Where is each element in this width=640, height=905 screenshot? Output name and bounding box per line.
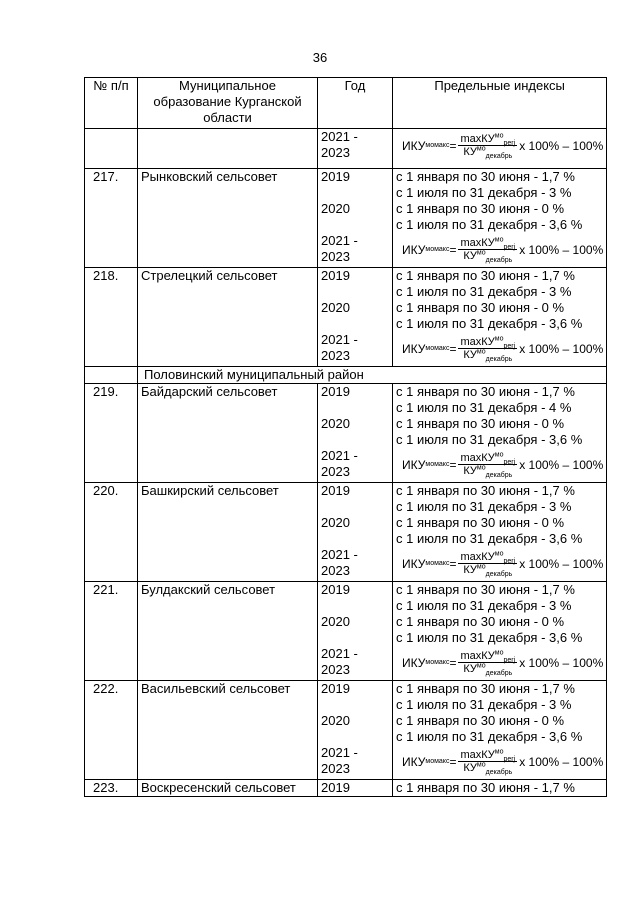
year-spacer <box>321 400 389 416</box>
formula-den: КУ <box>463 663 477 675</box>
header-num: № п/п <box>85 78 138 129</box>
formula-denominator <box>463 250 512 263</box>
index-line: с 1 июля по 31 декабря - 3 % <box>396 185 572 200</box>
row-num: 219. <box>85 384 138 483</box>
year-2023: 2023 <box>321 761 350 776</box>
formula-eq: = <box>449 557 457 571</box>
table-row <box>85 582 607 681</box>
formula-den-sub: декабрь <box>485 153 513 161</box>
row-name: Стрелецкий сельсовет <box>138 268 318 367</box>
formula-num-sub: perj <box>503 140 516 148</box>
row-indices <box>393 169 607 268</box>
year-2019: 2019 <box>321 681 350 696</box>
year-2019: 2019 <box>321 268 350 283</box>
year-2023: 2023 <box>321 464 350 479</box>
year-spacer <box>321 217 389 233</box>
row-name: Васильевский сельсовет <box>138 681 318 780</box>
year-2020: 2020 <box>321 300 350 315</box>
index-line: с 1 января по 30 июня - 0 % <box>396 300 565 315</box>
formula-den-sup: мо <box>476 761 486 769</box>
index-line: с 1 января по 30 июня - 0 % <box>396 614 565 629</box>
formula: ИКУ мо макс = $\frac{\max КУ^{мо}_{perj}}{КУ^{мо}_{декабрь}}$ x 100% – 100% <box>402 748 604 777</box>
row-name: Воскресенский сельсовет <box>138 780 318 797</box>
formula-tail: x 100% – 100% <box>519 755 604 769</box>
formula-eq: = <box>449 755 457 769</box>
year-spacer <box>321 697 389 713</box>
formula: ИКУ мо макс = $\frac{\max КУ^{мо}_{perj}}{КУ^{мо}_{декабрь}}$ x 100% – 100% <box>402 649 604 678</box>
formula: ИКУ мо макс = $\frac{\max КУ^{мо}_{perj}}{КУ^{мо}_{декабрь}}$ x 100% – 100% <box>402 550 604 579</box>
formula: ИКУ мо макс = $\frac{\max КУ^{мо}_{perj}}{КУ^{мо}_{декабрь}}$ x 100% – 100% <box>402 236 604 265</box>
index-line: с 1 июля по 31 декабря - 3,6 % <box>396 630 583 645</box>
index-line: с 1 января по 30 июня - 1,7 % <box>396 169 575 184</box>
row-name: Байдарский сельсовет <box>138 384 318 483</box>
row-num: 223. <box>85 780 138 797</box>
year-2021: 2021 - <box>321 332 358 347</box>
formula-denominator <box>463 465 512 478</box>
year-spacer <box>321 531 389 547</box>
formula-denominator <box>463 349 512 362</box>
formula-den-sub: декабрь <box>485 769 513 777</box>
formula-fraction <box>458 133 517 159</box>
formula: ИКУ мо макс = $\frac{\max КУ^{мо}_{perj}}{КУ^{мо}_{декабрь}}$ x 100% – 100% <box>402 132 604 161</box>
formula-num-sup: мо <box>494 335 504 343</box>
row-num <box>85 129 138 169</box>
formula-lhs: ИКУ <box>402 557 426 571</box>
formula-tail: x 100% – 100% <box>519 656 604 670</box>
formula-num-sub: perj <box>503 244 516 252</box>
index-line: с 1 июля по 31 декабря - 3,6 % <box>396 316 583 331</box>
row-num: 221. <box>85 582 138 681</box>
year-2020: 2020 <box>321 201 350 216</box>
row-years <box>318 582 393 681</box>
formula-den-sup: мо <box>476 464 486 472</box>
formula-numerator <box>458 237 517 250</box>
formula-den-sup: мо <box>476 145 486 153</box>
district-row <box>85 367 607 384</box>
limit-indices-table <box>84 77 607 797</box>
page-number: 36 <box>312 50 328 65</box>
formula-den: КУ <box>463 250 477 262</box>
row-indices <box>393 582 607 681</box>
formula-denominator <box>463 663 512 676</box>
formula-cell <box>393 129 607 169</box>
row-years <box>318 483 393 582</box>
formula-num-sub: perj <box>503 657 516 665</box>
formula-num: maxКУ <box>460 237 495 249</box>
formula-lhs: ИКУ <box>402 755 426 769</box>
year-2021: 2021 - <box>321 547 358 562</box>
year-2019: 2019 <box>321 169 350 184</box>
formula-den-sup: мо <box>476 348 486 356</box>
formula-fraction <box>458 452 517 478</box>
row-years: 2019 <box>318 780 393 797</box>
formula-num: maxКУ <box>460 650 495 662</box>
formula-den: КУ <box>463 146 477 158</box>
row-years <box>318 384 393 483</box>
table-row <box>85 681 607 780</box>
formula-num: maxКУ <box>460 336 495 348</box>
year-2019: 2019 <box>321 384 350 399</box>
table-row <box>85 483 607 582</box>
formula-numerator <box>458 336 517 349</box>
formula-fraction <box>458 336 517 362</box>
formula-num-sub: perj <box>503 459 516 467</box>
table-row <box>85 129 607 169</box>
formula-den: КУ <box>463 465 477 477</box>
formula-denominator <box>463 146 512 159</box>
index-line: с 1 января по 30 июня - 1,7 % <box>396 483 575 498</box>
formula-eq: = <box>449 458 457 472</box>
formula: ИКУ мо макс = $\frac{\max КУ^{мо}_{perj}}{КУ^{мо}_{декабрь}}$ x 100% – 100% <box>402 335 604 364</box>
row-years <box>318 681 393 780</box>
row-name <box>138 129 318 169</box>
index-line: с 1 июля по 31 декабря - 3,6 % <box>396 217 583 232</box>
formula-fraction <box>458 237 517 263</box>
index-line: с 1 июля по 31 декабря - 3,6 % <box>396 729 583 744</box>
index-line: с 1 января по 30 июня - 1,7 % <box>396 681 575 696</box>
table-row <box>85 169 607 268</box>
header-indices: Предельные индексы <box>393 78 607 129</box>
header-municipality: Муниципальное образование Курганской области <box>138 78 318 129</box>
formula-den-sub: декабрь <box>485 356 513 364</box>
year-2023: 2023 <box>321 348 350 363</box>
header-year: Год <box>318 78 393 129</box>
year-2023: 2023 <box>321 662 350 677</box>
year-2020: 2020 <box>321 713 350 728</box>
year-2020: 2020 <box>321 515 350 530</box>
year-2020: 2020 <box>321 416 350 431</box>
row-years <box>318 169 393 268</box>
year-2023: 2023 <box>321 563 350 578</box>
row-year: 2021 - 2023 <box>318 129 393 169</box>
index-line: с 1 января по 30 июня - 1,7 % <box>396 268 575 283</box>
formula-den: КУ <box>463 564 477 576</box>
index-line: с 1 июля по 31 декабря - 3 % <box>396 697 572 712</box>
formula-num: maxКУ <box>460 749 495 761</box>
index-line: с 1 июля по 31 декабря - 3 % <box>396 499 572 514</box>
year-spacer <box>321 630 389 646</box>
year-spacer <box>321 284 389 300</box>
formula-den: КУ <box>463 349 477 361</box>
formula-tail: x 100% – 100% <box>519 458 604 472</box>
district-name: Половинский муниципальный район <box>138 367 607 384</box>
formula-fraction <box>458 551 517 577</box>
year-spacer <box>321 432 389 448</box>
year-2023: 2023 <box>321 249 350 264</box>
year-2021: 2021 - <box>321 646 358 661</box>
formula-lhs: ИКУ <box>402 243 426 257</box>
formula-denominator <box>463 564 512 577</box>
index-line: с 1 июля по 31 декабря - 3,6 % <box>396 432 583 447</box>
index-line: с 1 января по 30 июня - 1,7 % <box>396 582 575 597</box>
row-num: 220. <box>85 483 138 582</box>
row-indices <box>393 384 607 483</box>
formula-num-sub: perj <box>503 756 516 764</box>
year-2021: 2021 - <box>321 448 358 463</box>
formula-den-sub: декабрь <box>485 257 513 265</box>
table-row <box>85 384 607 483</box>
formula-lhs: ИКУ <box>402 139 426 153</box>
year-spacer <box>321 598 389 614</box>
index-line: с 1 июля по 31 декабря - 3,6 % <box>396 531 583 546</box>
formula-lhs: ИКУ <box>402 342 426 356</box>
row-indices: с 1 января по 30 июня - 1,7 % <box>393 780 607 797</box>
formula-numerator <box>458 650 517 663</box>
formula: ИКУ мо макс = $\frac{\max КУ^{мо}_{perj}}{КУ^{мо}_{декабрь}}$ x 100% – 100% <box>402 451 604 480</box>
year-spacer <box>321 729 389 745</box>
table-row <box>85 268 607 367</box>
index-line: с 1 июля по 31 декабря - 4 % <box>396 400 572 415</box>
formula-eq: = <box>449 139 457 153</box>
row-num: 222. <box>85 681 138 780</box>
formula-num: maxКУ <box>460 452 495 464</box>
row-years <box>318 268 393 367</box>
row-indices <box>393 483 607 582</box>
year-2019: 2019 <box>321 483 350 498</box>
formula-numerator <box>458 133 517 146</box>
table-row <box>85 780 607 797</box>
formula-eq: = <box>449 342 457 356</box>
formula-den-sup: мо <box>476 662 486 670</box>
formula-num: maxКУ <box>460 551 495 563</box>
row-name: Башкирский сельсовет <box>138 483 318 582</box>
formula-num-sub: perj <box>503 343 516 351</box>
row-indices <box>393 268 607 367</box>
formula-tail: x 100% – 100% <box>519 139 604 153</box>
formula-tail: x 100% – 100% <box>519 557 604 571</box>
year-spacer <box>321 316 389 332</box>
year-spacer <box>321 499 389 515</box>
formula-denominator <box>463 762 512 775</box>
index-line: с 1 января по 30 июня - 0 % <box>396 201 565 216</box>
index-line: с 1 июля по 31 декабря - 3 % <box>396 598 572 613</box>
formula-fraction <box>458 749 517 775</box>
index-line: с 1 января по 30 июня - 1,7 % <box>396 384 575 399</box>
formula-numerator <box>458 551 517 564</box>
formula-tail: x 100% – 100% <box>519 243 604 257</box>
formula-num-sup: мо <box>494 649 504 657</box>
district-num <box>85 367 138 384</box>
formula-den-sup: мо <box>476 249 486 257</box>
year-2020: 2020 <box>321 614 350 629</box>
formula-num-sup: мо <box>494 748 504 756</box>
formula-numerator <box>458 749 517 762</box>
formula-lhs: ИКУ <box>402 656 426 670</box>
formula-numerator <box>458 452 517 465</box>
index-line: с 1 января по 30 июня - 0 % <box>396 713 565 728</box>
year-spacer <box>321 185 389 201</box>
formula-num-sup: мо <box>494 132 504 140</box>
table-header-row <box>85 78 607 129</box>
formula-num-sup: мо <box>494 550 504 558</box>
row-name: Булдакский сельсовет <box>138 582 318 681</box>
index-line: с 1 июля по 31 декабря - 3 % <box>396 284 572 299</box>
year-2019: 2019 <box>321 582 350 597</box>
row-name: Рынковский сельсовет <box>138 169 318 268</box>
formula-fraction <box>458 650 517 676</box>
index-line: с 1 января по 30 июня - 0 % <box>396 416 565 431</box>
year-2021: 2021 - <box>321 745 358 760</box>
formula-lhs: ИКУ <box>402 458 426 472</box>
formula-den-sup: мо <box>476 563 486 571</box>
formula-num-sup: мо <box>494 451 504 459</box>
formula-num-sub: perj <box>503 558 516 566</box>
row-num: 217. <box>85 169 138 268</box>
index-line: с 1 января по 30 июня - 0 % <box>396 515 565 530</box>
formula-den-sub: декабрь <box>485 571 513 579</box>
year-2021: 2021 - <box>321 233 358 248</box>
formula-tail: x 100% – 100% <box>519 342 604 356</box>
formula-eq: = <box>449 243 457 257</box>
row-indices <box>393 681 607 780</box>
formula-den: КУ <box>463 762 477 774</box>
formula-den-sub: декабрь <box>485 670 513 678</box>
formula-den-sub: декабрь <box>485 472 513 480</box>
formula-num: maxКУ <box>460 133 495 145</box>
formula-eq: = <box>449 656 457 670</box>
formula-num-sup: мо <box>494 236 504 244</box>
row-num: 218. <box>85 268 138 367</box>
